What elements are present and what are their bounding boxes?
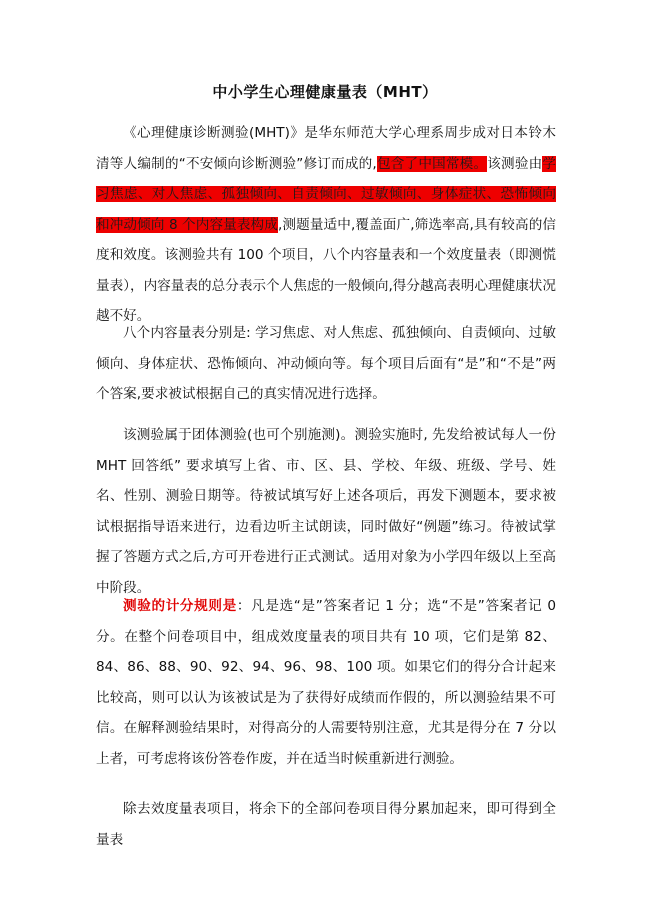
paragraph-administration: 该测验属于团体测验(也可个别施测)。测验实施时, 先发给被试每人一份MHT 回答纸” 要求填写上省、市、区、县、学校、年级、班级、学号、姓名、性别、测验日期等。待被试填写好上述各项后，再发下测题本，要求被试根据指导语来进行，边看边听主试朗读，同时做好“例题”练习。待被试掌握了答题方式之后,方可开卷进行正式测试。适用对象为小学四年级以上至高中阶段。 bbox=[96, 427, 556, 596]
paragraph-total-score: 除去效度量表项目，将余下的全部问卷项目得分累加起来，即可得到全量表 bbox=[96, 801, 556, 848]
page-title: 中小学生心理健康量表（MHT） bbox=[212, 83, 438, 101]
paragraph-intro bbox=[96, 118, 556, 332]
scoring-rule-label: 测验的计分规则是 bbox=[123, 598, 237, 614]
intro-text-1: 《心理健康诊断测验(MHT)》是华东师范大学心理系周步成对日本铃木清等人编制的“不安倾向诊断测验”修订而成的, bbox=[96, 125, 556, 172]
paragraph-subscales: 八个内容量表分别是: 学习焦虑、对人焦虑、孤独倾向、自责倾向、过敏倾向、身体症状、恐怖倾向、冲动倾向等。每个项目后面有“是”和“不是”两个答案,要求被试根据自己的真实情况进行选择。 bbox=[96, 325, 556, 402]
scoring-rule-text: ：凡是选“是”答案者记 1 分；选“不是”答案者记 0 分。在整个问卷项目中，组成效度量表的项目共有 10 项，它们是第 82、84、86、88、90、92、94、96、98、100 项。如果它们的得分合计起来比较高，则可以认为该被试是为了获得好成绩而作假的，所以测验结果不可信。在解释测验结果时，对得高分的人需要特别注意，尤其是得分在 7 分以上者，可考虑将该份答卷作废，并在适当时候重新进行测验。 bbox=[96, 598, 556, 767]
intro-text-3: ,测题量适中,覆盖面广,筛选率高,具有较高的信度和效度。该测验共有 100 个项目，八个内容量表和一个效度量表（即测慌量表），内容量表的总分表示个人焦虑的一般倾向,得分越高表明心理健康状况越不好。 bbox=[96, 216, 556, 324]
paragraph-scoring bbox=[96, 591, 556, 774]
highlight-norm: 包含了中国常模。 bbox=[376, 155, 488, 172]
highlight-subscales: 学习焦虑、对人焦虑、孤独倾向、自责倾向、过敏倾向、身体症状、恐怖倾向和冲动倾向 8 个内容量表构成 bbox=[96, 155, 557, 233]
intro-text-2: 该测验由 bbox=[487, 155, 543, 172]
